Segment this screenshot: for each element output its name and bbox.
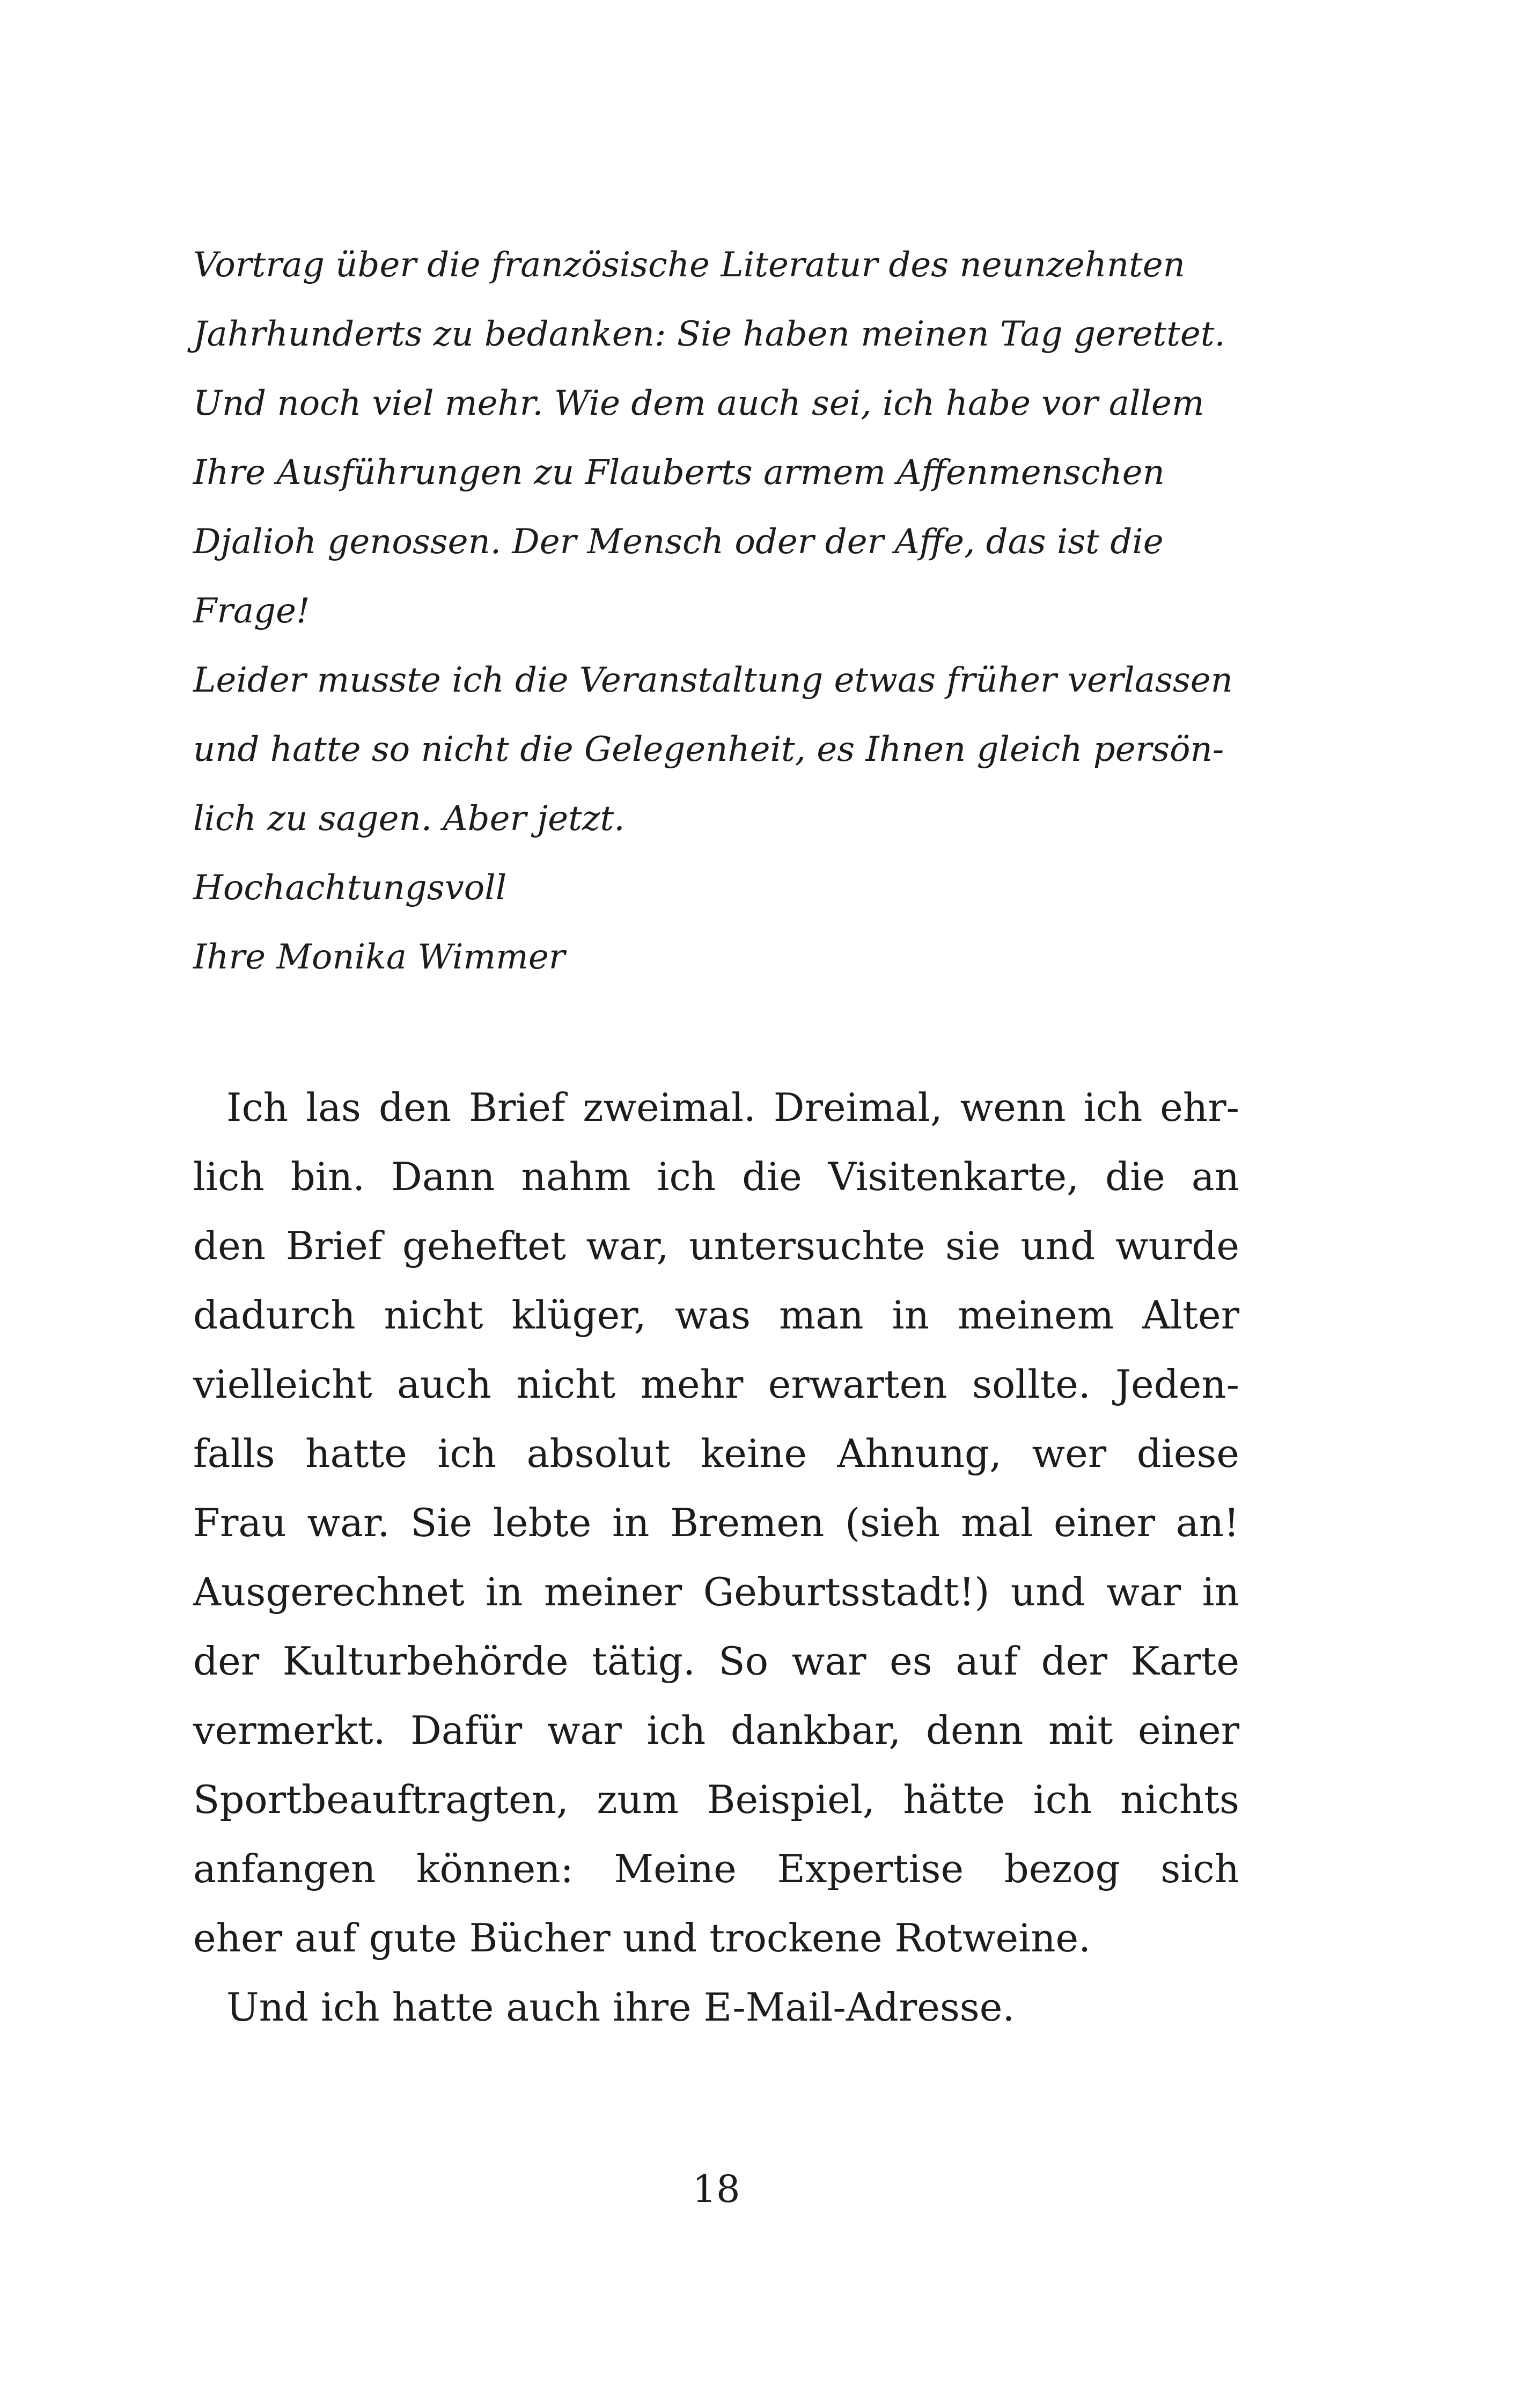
- letter-line: Und noch viel mehr. Wie dem auch sei, ich habe vor allem: [193, 384, 1204, 423]
- body-line: anfangen können: Meine Expertise bezog sich: [193, 1846, 1239, 1891]
- body-line: falls hatte ich absolut keine Ahnung, wer diese: [193, 1431, 1239, 1476]
- letter-line: Ihre Monika Wimmer: [193, 937, 565, 977]
- letter-line: Ihre Ausführungen zu Flauberts armem Affenmenschen: [193, 453, 1165, 493]
- letter-line: Djalioh genossen. Der Mensch oder der Affe, das ist die: [193, 522, 1164, 562]
- body-line: Und ich hatte auch ihre E-Mail-Adresse.: [226, 1985, 1015, 2030]
- letter-block: [193, 231, 1266, 992]
- letter-line: Vortrag über die französische Literatur des neunzehnten: [193, 245, 1185, 285]
- letter-line: Jahrhunderts zu bedanken: Sie haben meinen Tag gerettet.: [193, 314, 1225, 354]
- letter-line: Leider musste ich die Veranstaltung etwas früher verlassen: [193, 660, 1233, 700]
- body-block: [193, 1073, 1239, 2042]
- letter-line: und hatte so nicht die Gelegenheit, es Ihnen gleich persön-: [193, 730, 1224, 769]
- paragraph: [193, 1973, 1239, 2042]
- body-line: lich bin. Dann nahm ich die Visitenkarte, die an: [193, 1154, 1239, 1199]
- body-line: vermerkt. Dafür war ich dankbar, denn mit einer: [193, 1708, 1239, 1753]
- body-line: der Kulturbehörde tätig. So war es auf der Karte: [193, 1639, 1239, 1684]
- body-line: Frau war. Sie lebte in Bremen (sieh mal einer an!: [193, 1500, 1239, 1545]
- paragraph: [193, 1073, 1239, 1973]
- letter-line: Hochachtungsvoll: [193, 868, 507, 908]
- body-line: Ausgerechnet in meiner Geburtsstadt!) und war in: [193, 1569, 1239, 1614]
- body-line: vielleicht auch nicht mehr erwarten sollte. Jeden-: [193, 1362, 1239, 1407]
- body-line: Ich las den Brief zweimal. Dreimal, wenn ich ehr-: [226, 1085, 1239, 1130]
- body-line: den Brief geheftet war, untersuchte sie und wurde: [193, 1223, 1239, 1268]
- body-line: eher auf gute Bücher und trockene Rotweine.: [193, 1915, 1091, 1961]
- letter-line: Frage!: [193, 591, 310, 631]
- body-line: dadurch nicht klüger, was man in meinem Alter: [193, 1293, 1239, 1338]
- body-line: Sportbeauftragten, zum Beispiel, hätte ich nichts: [193, 1777, 1239, 1822]
- letter-line: lich zu sagen. Aber jetzt.: [193, 799, 625, 839]
- page-number: 18: [692, 2167, 740, 2211]
